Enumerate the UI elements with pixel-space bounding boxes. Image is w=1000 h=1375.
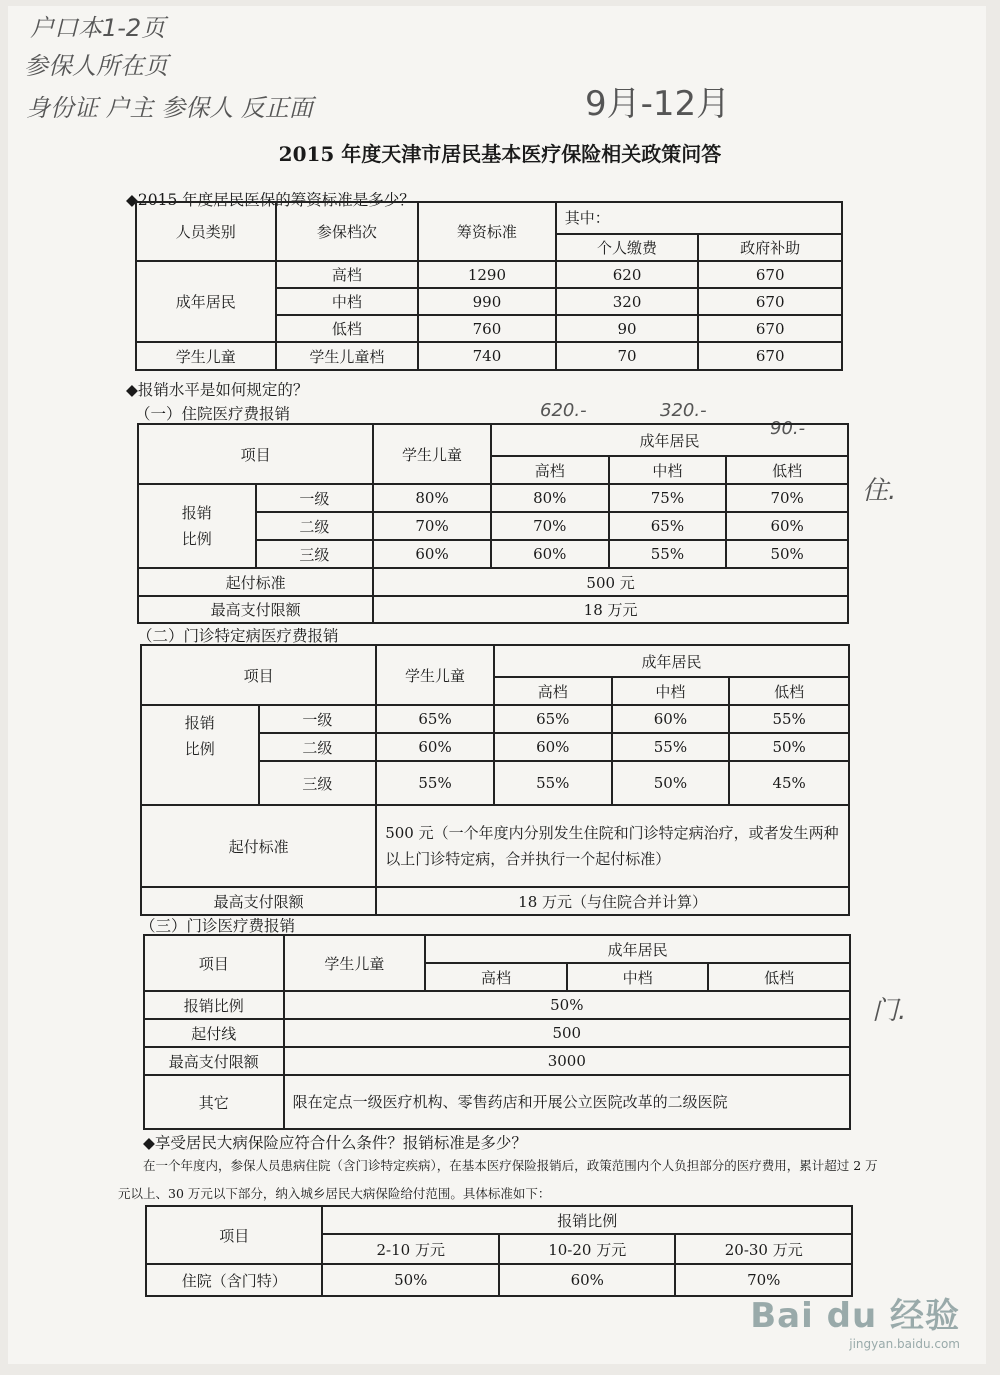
table-cell: 低档 (276, 315, 419, 342)
table-cell: 50% (612, 761, 730, 805)
header-gov: 政府补助 (698, 234, 842, 261)
section-outpatient: （三）门诊医疗费报销 (140, 917, 296, 935)
max-value: 3000 (284, 1047, 850, 1075)
ratio-value: 50% (284, 991, 850, 1019)
handwritten-amount-620: 620.- (540, 400, 587, 421)
table-cell: 55% (609, 540, 727, 568)
table-cell: 70% (491, 512, 609, 540)
question-reimbursement: ◆报销水平是如何规定的？ (126, 381, 309, 399)
header-category: 人员类别 (136, 202, 276, 261)
table-cell: 70% (373, 512, 491, 540)
critical-illness-paragraph: 在一个年度内，参保人员患病住院（含门诊特定疾病），在基本医疗保险报销后，政策范围内个人负担部分的医疗费用，累计超过 2 万元以上、30 万元以下部分，纳入城乡居民大病保险给付范围。具体标准如下： (118, 1158, 878, 1201)
table-cell: 70 (556, 342, 699, 370)
table-cell: 45% (729, 761, 849, 805)
header-ratio: 报销比例 (322, 1206, 852, 1234)
table-cell: 55% (494, 761, 612, 805)
table-cell: 学生儿童档 (276, 342, 419, 370)
section-special-outpatient: （二）门诊特定病医疗费报销 (137, 627, 339, 645)
table-cell: 50% (726, 540, 848, 568)
table-cell: 三级 (256, 540, 374, 568)
row-label: 住院（含门特） (146, 1264, 322, 1296)
handwritten-margin-outpatient: 门. (872, 996, 907, 1026)
table-cell: 60% (499, 1264, 676, 1296)
table-cell: 60% (376, 733, 494, 761)
funding-table (135, 201, 843, 371)
critical-illness-table (145, 1205, 853, 1297)
header-of-which: 其中： (556, 202, 842, 234)
header-range-1: 2-10 万元 (322, 1234, 499, 1264)
table-cell: 55% (376, 761, 494, 805)
max-label: 最高支付限额 (141, 887, 376, 915)
table-cell: 670 (698, 288, 842, 315)
table-cell: 80% (491, 484, 609, 512)
question-funding: ◆2015 年度居民医保的筹资标准是多少？ (126, 191, 415, 209)
header-adult: 成年居民 (425, 935, 850, 963)
header-mid: 中档 (612, 677, 730, 705)
table-cell: 760 (418, 315, 556, 342)
header-range-2: 10-20 万元 (499, 1234, 676, 1264)
table-cell: 670 (698, 342, 842, 370)
category-student: 学生儿童 (136, 342, 276, 370)
special-outpatient-table (140, 644, 850, 916)
table-cell: 一级 (256, 484, 374, 512)
table-cell: 60% (373, 540, 491, 568)
header-high: 高档 (425, 963, 567, 991)
header-tier: 参保档次 (276, 202, 419, 261)
header-item: 项目 (146, 1206, 322, 1264)
start-label: 起付标准 (141, 805, 376, 887)
max-label: 最高支付限额 (138, 596, 373, 623)
handwritten-amount-320: 320.- (660, 400, 707, 421)
handwritten-note-3: 身份证 户主 参保人 反正面 (26, 94, 313, 122)
header-high: 高档 (491, 456, 609, 484)
table-cell: 高档 (276, 261, 419, 288)
handwritten-amount-90: 90.- (770, 418, 806, 439)
table-cell: 中档 (276, 288, 419, 315)
ratio-label: 报销比例 (144, 991, 284, 1019)
table-cell: 70% (726, 484, 848, 512)
handwritten-note-2: 参保人所在页 (24, 52, 168, 80)
start-value: 500 元 (373, 568, 848, 596)
max-label: 最高支付限额 (144, 1047, 284, 1075)
other-value: 限在定点一级医疗机构、零售药店和开展公立医院改革的二级医院 (284, 1075, 850, 1129)
table-cell: 65% (494, 705, 612, 733)
table-cell: 60% (726, 512, 848, 540)
table-cell: 620 (556, 261, 699, 288)
table-cell: 740 (418, 342, 556, 370)
document-title: 2015 年度天津市居民基本医疗保险相关政策问答 (278, 142, 722, 166)
table-cell: 50% (729, 733, 849, 761)
header-item: 项目 (141, 645, 376, 705)
outpatient-table (143, 934, 851, 1130)
header-low: 低档 (708, 963, 850, 991)
question-critical-illness: ◆享受居民大病保险应符合什么条件？报销标准是多少？ (143, 1134, 527, 1152)
ratio-label: 报销 比例 (138, 484, 256, 568)
header-mid: 中档 (609, 456, 727, 484)
table-cell: 60% (491, 540, 609, 568)
table-cell: 670 (698, 261, 842, 288)
table-cell: 90 (556, 315, 699, 342)
header-item: 项目 (144, 935, 284, 991)
max-value: 18 万元 (373, 596, 848, 623)
handwritten-margin-inpatient: 住. (862, 476, 897, 506)
table-cell: 65% (376, 705, 494, 733)
header-standard: 筹资标准 (418, 202, 556, 261)
table-cell: 一级 (259, 705, 377, 733)
table-cell: 1290 (418, 261, 556, 288)
watermark-url: jingyan.baidu.com (849, 1337, 960, 1351)
handwritten-months: 9月-12月 (585, 84, 731, 124)
table-cell: 55% (612, 733, 730, 761)
header-high: 高档 (494, 677, 612, 705)
header-mid: 中档 (567, 963, 709, 991)
table-cell: 55% (729, 705, 849, 733)
header-student: 学生儿童 (376, 645, 494, 705)
table-cell: 75% (609, 484, 727, 512)
table-cell: 二级 (256, 512, 374, 540)
table-cell: 670 (698, 315, 842, 342)
header-low: 低档 (729, 677, 849, 705)
watermark-brand: Bai du 经验 (750, 1296, 960, 1336)
header-adult: 成年居民 (494, 645, 849, 677)
header-range-3: 20-30 万元 (675, 1234, 852, 1264)
inpatient-table (137, 423, 849, 624)
ratio-label: 报销 比例 (141, 705, 259, 805)
header-student: 学生儿童 (373, 424, 491, 484)
handwritten-note-1: 户口本1-2页 (30, 14, 166, 42)
table-cell: 70% (675, 1264, 852, 1296)
baidu-watermark (750, 1288, 960, 1351)
table-cell: 60% (494, 733, 612, 761)
section-inpatient: （一）住院医疗费报销 (135, 405, 291, 423)
header-adult: 成年居民 (491, 424, 848, 456)
header-personal: 个人缴费 (556, 234, 699, 261)
table-cell: 50% (322, 1264, 499, 1296)
header-low: 低档 (726, 456, 848, 484)
start-label: 起付标准 (138, 568, 373, 596)
table-cell: 990 (418, 288, 556, 315)
table-cell: 65% (609, 512, 727, 540)
other-label: 其它 (144, 1075, 284, 1129)
start-label: 起付线 (144, 1019, 284, 1047)
table-cell: 三级 (259, 761, 377, 805)
max-value: 18 万元（与住院合并计算） (376, 887, 849, 915)
header-item: 项目 (138, 424, 373, 484)
start-value: 500 (284, 1019, 850, 1047)
table-cell: 320 (556, 288, 699, 315)
category-adult: 成年居民 (136, 261, 276, 342)
header-student: 学生儿童 (284, 935, 426, 991)
table-cell: 二级 (259, 733, 377, 761)
table-cell: 60% (612, 705, 730, 733)
table-cell: 80% (373, 484, 491, 512)
start-value: 500 元（一个年度内分别发生住院和门诊特定病治疗，或者发生两种以上门诊特定病，合并执行一个起付标准） (376, 805, 849, 887)
